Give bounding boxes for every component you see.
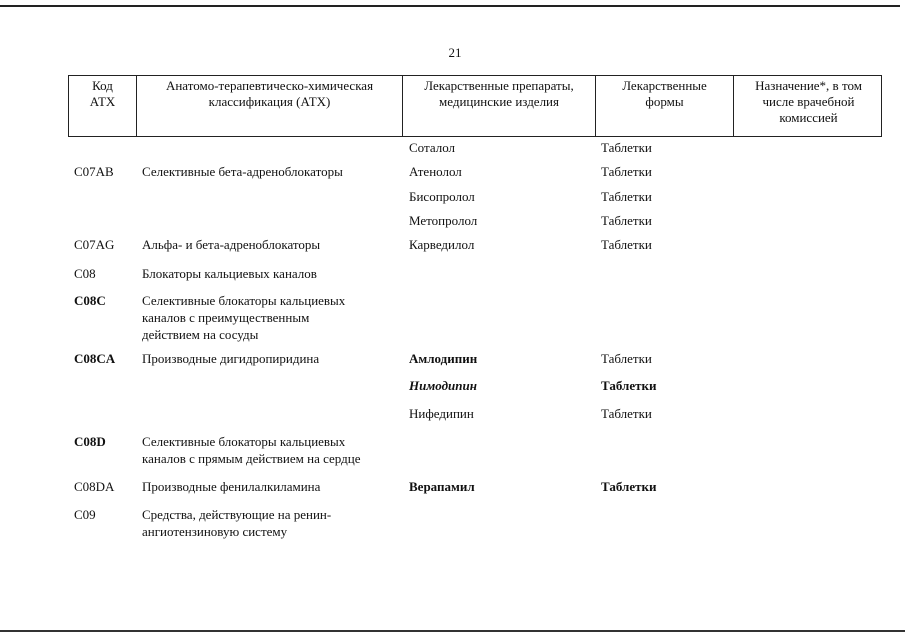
table-row-1-drug: Атенолол (409, 164, 462, 179)
top-rule (0, 5, 900, 7)
table-row-8-form: Таблетки (601, 378, 657, 393)
table-row-11-form: Таблетки (601, 479, 657, 494)
table-row-4-form: Таблетки (601, 237, 652, 252)
table-row-0-form: Таблетки (601, 140, 652, 155)
table-row-9-form: Таблетки (601, 406, 652, 421)
table-row-4-drug: Карведилол (409, 237, 475, 252)
header-code: Код АТХ (89, 78, 116, 109)
header-classification: Анатомо-терапевтическо-химическая классификация (АТХ) (136, 76, 402, 136)
table-row-1-form: Таблетки (601, 164, 652, 179)
table-row-8-drug: Нимодипин (409, 378, 477, 393)
table-row-1-code: C07AB (74, 164, 114, 179)
table-row-4-code: C07AG (74, 237, 115, 252)
table-row-2-form: Таблетки (601, 189, 652, 204)
table-header (68, 75, 882, 137)
header-purpose: Назначение*, в том числе врачебной комиссией (733, 76, 883, 136)
table-row-10-code: C08D (74, 434, 106, 449)
table-row-11-classification: Производные фенилалкиламина (142, 479, 321, 494)
table-row-9-drug: Нифедипин (409, 406, 474, 421)
table-row-11-drug: Верапамил (409, 479, 475, 494)
bottom-rule (0, 630, 905, 632)
table-row-3-drug: Метопролол (409, 213, 478, 228)
table-row-10-classification: Селективные блокаторы кальциевых каналов с прямым действием на сердце (142, 434, 361, 466)
table-row-5-classification: Блокаторы кальциевых каналов (142, 266, 317, 281)
table-row-7-drug: Амлодипин (409, 351, 478, 366)
table-row-6-classification: Селективные блокаторы кальциевых каналов с преимущественным действием на сосуды (142, 293, 346, 342)
table-row-0-drug: Соталол (409, 140, 456, 155)
header-forms: Лекарственные формы (595, 76, 733, 136)
table-row-3-form: Таблетки (601, 213, 652, 228)
table-row-6-code: C08C (74, 293, 106, 308)
table-row-11-code: C08DA (74, 479, 115, 494)
table-row-7-classification: Производные дигидропиридина (142, 351, 320, 366)
table-row-12-code: C09 (74, 507, 96, 522)
header-drugs: Лекарственные препараты, медицинские изделия (402, 76, 595, 136)
table-row-5-code: C08 (74, 266, 96, 281)
table-row-1-classification: Селективные бета-адреноблокаторы (142, 164, 343, 179)
table-row-2-drug: Бисопролол (409, 189, 475, 204)
table-row-12-classification: Средства, действующие на ренин- ангиотензиновую систему (142, 507, 332, 539)
table-row-7-form: Таблетки (601, 351, 652, 366)
page-number: 21 (448, 45, 462, 60)
table-row-7-code: C08CA (74, 351, 116, 366)
table-row-4-classification: Альфа- и бета-адреноблокаторы (142, 237, 321, 252)
